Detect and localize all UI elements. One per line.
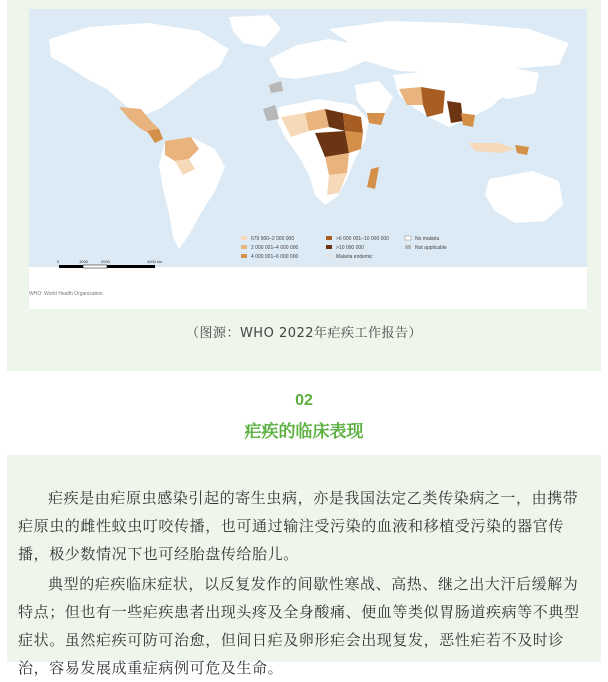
legend-swatch-3 <box>241 254 247 258</box>
west-africa-inner <box>305 109 329 131</box>
legend-swatch-7 <box>405 236 411 240</box>
legend-swatch-5 <box>326 245 332 249</box>
section-title: 疟疾的临床表现 <box>244 422 364 442</box>
scale-label-4000: 4000 km <box>147 259 163 264</box>
malaria-map <box>29 9 587 309</box>
indochina <box>461 113 475 127</box>
scale-bar-seg-3 <box>107 265 155 268</box>
paragraph-2: 典型的疟疾临床症状，以反复发作的间歇性寒战、高热、继之出大汗后缓解为特点；但也有一些疟疾患者出现头疼及全身酸痛、便血等类似胃肠道疾病等不典型症状。虽然疟疾可防可治愈，但间日疟及卵形疟会出现复发，恶性疟若不及时诊治，容易发展成重症病例可危及生命。 <box>18 575 580 677</box>
scale-bar-seg-2 <box>83 265 107 268</box>
antarctica <box>29 267 587 277</box>
legend-label-8: Not applicable <box>415 245 447 251</box>
legend-swatch-1 <box>241 236 247 240</box>
paragraph-1: 疟疾是由疟原虫感染引起的寄生虫病，亦是我国法定乙类传染病之一，由携带疟原虫的雌性蚊虫叮咬传播，也可通过输注受污染的血液和移植受污染的器官传播，极少数情况下也可经胎盘传给胎儿。 <box>18 489 579 563</box>
scale-bar-seg-1 <box>59 265 83 268</box>
legend-label-3: 4 000 001–6 000 000 <box>251 254 299 260</box>
legend-swatch-4 <box>326 236 332 240</box>
legend-label-4: >6 000 001–10 000 000 <box>336 236 389 242</box>
map-credit: WHO: World Health Organization. <box>29 291 104 297</box>
legend-label-6: Malaria endemic <box>336 254 373 260</box>
legend-swatch-8 <box>405 245 411 249</box>
legend-swatch-6 <box>326 254 332 258</box>
section-number: 02 <box>295 392 313 409</box>
legend-label-5: >10 000 000 <box>336 245 364 251</box>
legend-swatch-2 <box>241 245 247 249</box>
scale-label-2000: 2000 <box>101 259 110 264</box>
world-map <box>29 9 587 309</box>
scale-label-0: 0 <box>57 259 60 264</box>
scale-label-1000: 1000 <box>79 259 88 264</box>
legend-label-2: 2 000 001–4 000 000 <box>251 245 299 251</box>
legend-label-1: 679 900–2 000 000 <box>251 236 295 242</box>
image-caption: （图源：WHO 2022年疟疾工作报告） <box>185 326 423 341</box>
legend-label-7: No malaria <box>415 236 440 242</box>
